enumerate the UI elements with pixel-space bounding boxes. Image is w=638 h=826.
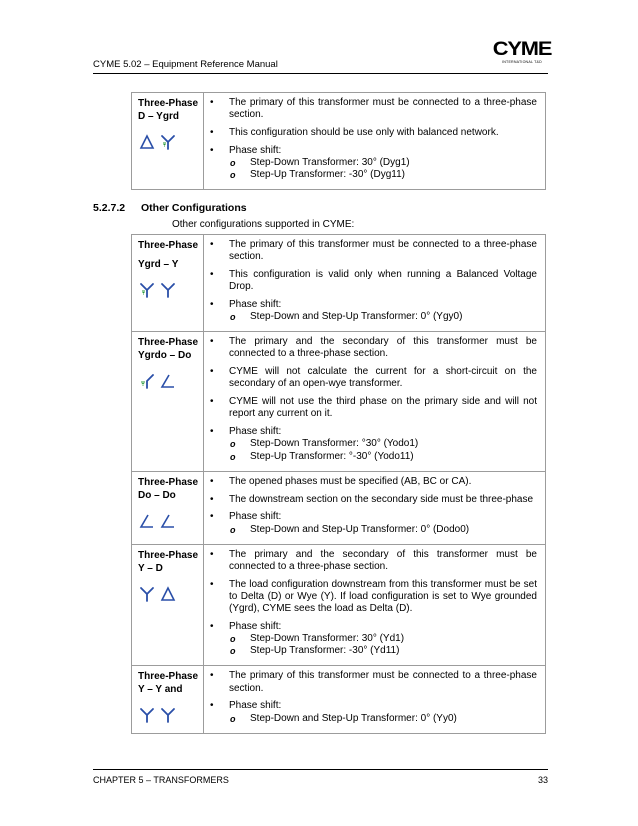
phase-shift-item: o Step-Down and Step-Up Transformer: 0° (Dodo0) xyxy=(229,524,537,536)
bullet-item xyxy=(208,239,537,263)
open-grounded-wye-icon xyxy=(138,372,156,390)
bullet-text: The primary of this transformer must be connected to a three-phase section. xyxy=(229,239,537,263)
wye-icon xyxy=(159,706,177,724)
config-row xyxy=(132,544,546,666)
bullet-item xyxy=(208,700,537,725)
config-row xyxy=(132,93,546,190)
config-label-cell xyxy=(132,666,204,733)
bullet-list xyxy=(208,97,537,182)
bullet-text: Phase shift: xyxy=(229,511,282,523)
bullet-text: The load configuration downstream from this transformer must be set to Delta (D) or Wye (Y). If load configuration is set to Wye grounded (Ygrd), CYME sees the load as Delta (D). xyxy=(229,578,537,615)
open-delta-icon xyxy=(138,512,156,530)
bullet-list xyxy=(208,476,537,536)
bullet-text: Phase shift: xyxy=(229,700,282,712)
phase-shift-item: o Step-Down Transformer: 30° (Yd1) xyxy=(229,633,537,645)
bullet-text: CYME will not calculate the current for a short-circuit on the secondary of an open-wye transformer. xyxy=(229,366,537,390)
section-number: 5.2.7.2 xyxy=(93,202,126,214)
phase-shift-list xyxy=(229,713,537,725)
phase-shift-list xyxy=(229,633,537,658)
bullet-text: The primary and the secondary of this transformer must be connected to a three-phase section. xyxy=(229,336,537,360)
config-label-cell xyxy=(132,235,204,332)
config-phase-label: Three-Phase xyxy=(138,476,199,488)
bullet-text: The primary of this transformer must be connected to a three-phase section. xyxy=(229,97,537,121)
bullet-list xyxy=(208,549,537,658)
config-phase-label: Three-Phase xyxy=(138,98,199,109)
config-icons xyxy=(138,133,203,151)
phase-shift-list xyxy=(229,438,537,463)
bullet-item xyxy=(208,269,537,293)
config-row xyxy=(132,666,546,733)
delta-icon xyxy=(138,133,156,151)
config-description-cell xyxy=(204,93,546,190)
bullet-item xyxy=(208,426,537,463)
bullet-list xyxy=(208,336,537,463)
other-configurations-table xyxy=(131,234,546,734)
bullet-text: CYME will not use the third phase on the primary side and will not report any current on it. xyxy=(229,396,537,420)
bullet-item xyxy=(208,97,537,121)
open-delta-icon xyxy=(159,372,177,390)
bullet-item xyxy=(208,127,537,139)
config-type-label: Y – Y and xyxy=(138,684,183,696)
section-intro: Other configurations supported in CYME: xyxy=(172,219,355,230)
phase-shift-item: o Step-Up Transformer: °-30° (Yodo11) xyxy=(229,451,537,463)
bullet-item xyxy=(208,511,537,536)
bullet-text: The downstream section on the secondary side must be three-phase xyxy=(229,493,534,505)
config-description-cell xyxy=(204,235,546,332)
config-description-cell xyxy=(204,471,546,544)
page-header xyxy=(93,39,552,74)
bullet-item xyxy=(208,476,537,488)
phase-shift-item: o Step-Down and Step-Up Transformer: 0° (Ygy0) xyxy=(229,311,537,323)
phase-shift-list xyxy=(229,311,537,323)
config-label-cell xyxy=(132,544,204,666)
config-phase-label: Three-Phase xyxy=(138,240,199,251)
bullet-item xyxy=(208,366,537,390)
config-icons xyxy=(138,281,203,299)
config-label-cell xyxy=(132,332,204,472)
bullet-item xyxy=(208,494,537,506)
wye-icon xyxy=(138,706,156,724)
phase-shift-item: o Step-Down Transformer: °30° (Yodo1) xyxy=(229,438,537,450)
config-type-label: Ygrd – Y xyxy=(138,259,179,270)
config-icons xyxy=(138,372,203,390)
bullet-item xyxy=(208,299,537,324)
config-description-cell xyxy=(204,544,546,666)
phase-shift-list xyxy=(229,524,537,536)
bullet-text: Phase shift: xyxy=(229,426,282,438)
bullet-item xyxy=(208,621,537,658)
bullet-text: This configuration is valid only when running a Balanced Voltage Drop. xyxy=(229,269,537,293)
phase-shift-item: o Step-Up Transformer: -30° (Yd11) xyxy=(229,645,537,657)
config-type-label: Do – Do xyxy=(138,489,176,501)
config-label-cell xyxy=(132,93,204,190)
config-icons xyxy=(138,585,203,603)
bullet-text: The primary of this transformer must be connected to a three-phase section. xyxy=(229,670,537,694)
config-row xyxy=(132,235,546,332)
config-row xyxy=(132,332,546,472)
wye-icon xyxy=(138,585,156,603)
bullet-text: Phase shift: xyxy=(229,620,282,632)
top-config-table xyxy=(131,92,546,190)
config-type-label: D – Ygrd xyxy=(138,111,179,122)
cyme-logo xyxy=(492,39,552,64)
config-description-cell xyxy=(204,666,546,733)
manual-title: CYME 5.02 – Equipment Reference Manual xyxy=(93,59,278,70)
config-phase-label: Three-Phase xyxy=(138,549,199,561)
config-phase-label: Three-Phase xyxy=(138,671,199,683)
delta-icon xyxy=(159,585,177,603)
bullet-text: Phase shift: xyxy=(229,144,282,156)
phase-shift-list xyxy=(229,157,537,182)
config-label-cell xyxy=(132,471,204,544)
config-icons xyxy=(138,512,203,530)
config-icons xyxy=(138,706,203,724)
page-footer xyxy=(93,769,548,785)
grounded-wye-icon xyxy=(138,281,156,299)
config-type-label: Y – D xyxy=(138,562,163,574)
wye-icon xyxy=(159,281,177,299)
phase-shift-item: o Step-Up Transformer: -30° (Dyg11) xyxy=(229,169,537,181)
bullet-text: Phase shift: xyxy=(229,299,282,310)
open-delta-icon xyxy=(159,512,177,530)
logo-subtext: INTERNATIONAL T&D xyxy=(502,60,542,64)
bullet-item xyxy=(208,145,537,182)
section-title: Other Configurations xyxy=(141,202,247,214)
config-phase-label: Three-Phase xyxy=(138,337,199,349)
phase-shift-item: o Step-Down Transformer: 30° (Dyg1) xyxy=(229,157,537,169)
bullet-text: The primary and the secondary of this transformer must be connected to a three-phase section. xyxy=(229,548,537,572)
config-row xyxy=(132,471,546,544)
config-description-cell xyxy=(204,332,546,472)
bullet-item xyxy=(208,670,537,694)
logo-text: CYME xyxy=(492,39,552,60)
chapter-label: CHAPTER 5 – TRANSFORMERS xyxy=(93,775,229,785)
bullet-text: This configuration should be use only with balanced network. xyxy=(229,127,499,138)
bullet-list xyxy=(208,239,537,324)
grounded-wye-icon xyxy=(159,133,177,151)
bullet-item xyxy=(208,579,537,616)
phase-shift-item: o Step-Down and Step-Up Transformer: 0° (Yy0) xyxy=(229,713,537,725)
bullet-item xyxy=(208,396,537,420)
bullet-list xyxy=(208,670,537,725)
config-type-label: Ygrdo – Do xyxy=(138,350,192,362)
bullet-item xyxy=(208,336,537,360)
page-number: 33 xyxy=(537,775,548,785)
bullet-item xyxy=(208,549,537,573)
bullet-text: The opened phases must be specified (AB, BC or CA). xyxy=(229,475,472,487)
